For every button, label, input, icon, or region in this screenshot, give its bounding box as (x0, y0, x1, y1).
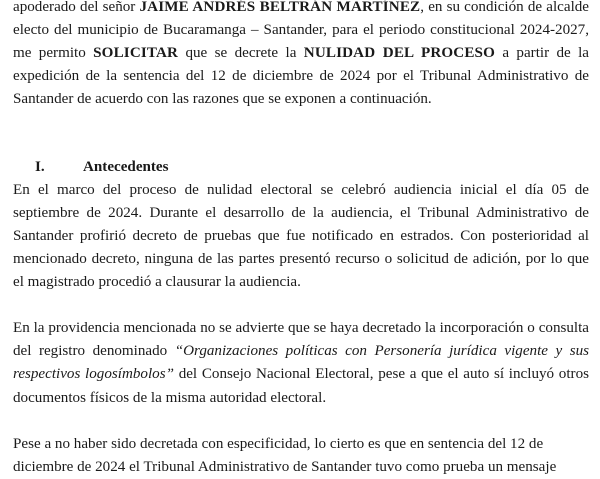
paragraph-solicitud (13, 0, 589, 111)
paragraph-1-tail-text: a partir de la expedición de la sentencia del 12 de diciembre de 2024 por el Tribunal Administrativo de Santander de acuerdo con las razones que se exponen a continuación. (13, 45, 589, 108)
section-numeral: I. (35, 158, 45, 175)
document-body (13, 0, 589, 479)
petitioner-name: JAIME ANDRÉS BELTRÁN MARTÍNEZ (139, 0, 421, 15)
paragraph-3-before-quote: En la providencia mencionada no se advierte que se haya decretado la incorporación o consulta del registro denominado (13, 320, 589, 360)
paragraph-spacer (13, 410, 589, 433)
paragraph-spacer (13, 111, 589, 134)
section-heading-antecedentes (13, 156, 589, 179)
paragraph-3-after-quote: del Consejo Nacional Electoral, pese a que el auto sí incluyó otros documentos físicos de la misma autoridad electoral. (13, 366, 589, 406)
emphasis-nulidad-del-proceso: NULIDAD DEL PROCESO (303, 45, 495, 62)
paragraph-1-lead-in: apoderado del señor (13, 0, 140, 15)
paragraph-antecedentes: En el marco del proceso de nulidad electoral se celebró audiencia inicial el día 05 de septiembre de 2024. Durante el desarrollo de la audiencia, el Tribunal Administrativo de Santander profirió decreto de pruebas que fue notificado en estrados. Con posterioridad al mencionado decreto, ninguna de las partes presentó recurso o solicitud de adición, por lo que el magistrado procedió a clausurar la audiencia. (13, 181, 589, 291)
paragraph-sentencia: Pese a no haber sido decretada con especificidad, lo cierto es que en sentencia del 12 de diciembre de 2024 el Tribunal Administrativo de Santander tuvo como prueba un mensaje (13, 435, 557, 475)
paragraph-1-mid-text: que se decrete la (178, 45, 304, 62)
paragraph-1-after-name: , en su condición de alcalde electo del municipio de Bucaramanga – Santander, para el periodo constitucional 2024-2027, me permito (13, 0, 589, 62)
paragraph-spacer (13, 294, 589, 317)
paragraph-spacer (13, 135, 589, 156)
paragraph-providencia (13, 317, 589, 409)
registry-name-quote: “Organizaciones políticas con Personería jurídica vigente y sus respectivos logosímbolos” (13, 343, 589, 383)
emphasis-solicitar: SOLICITAR (93, 45, 179, 62)
section-title: Antecedentes (83, 158, 169, 175)
